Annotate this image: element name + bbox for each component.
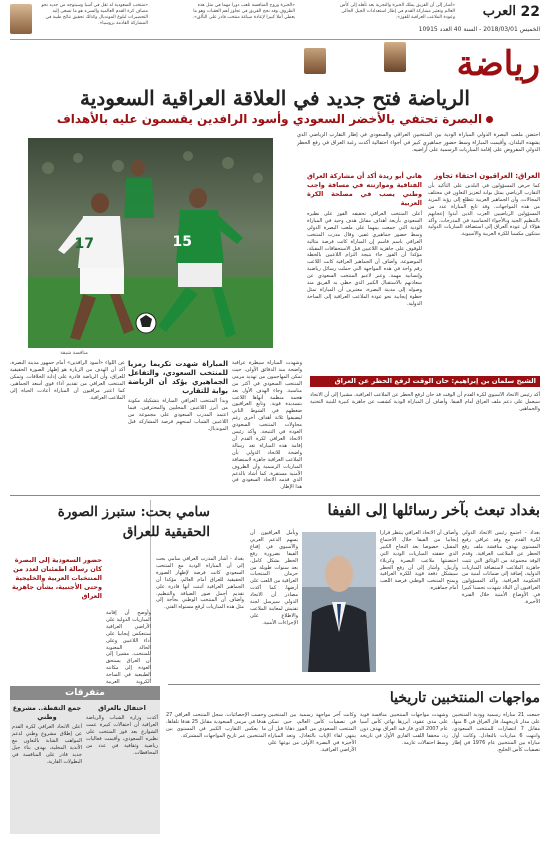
pull-quote: هاني أبو ريدة أكد أن مشاركة العراق الفتاقية وموازنته في مسافة واجب وطني يصب في مصلحة الكرة العربية [307, 172, 422, 207]
writer-avatar-left [10, 4, 32, 34]
main-column-2 [232, 360, 302, 490]
issue-line: الخميس 2018/03/01 - السنة 40 العدد 10915 [418, 26, 540, 33]
section-title: رياضة [456, 44, 540, 84]
page-number: 22 [520, 4, 540, 20]
bottom-col-3 [268, 712, 356, 834]
baghdad-col-3 [250, 530, 298, 665]
divider [168, 684, 540, 685]
sami-col-2 [106, 610, 151, 686]
misc-item-head: جمع التقطة.. مشروع وطني [12, 704, 82, 721]
main-column-4 [307, 172, 422, 372]
main-headline: الرياضة فتح جديد في العلاقة العراقية السعودية [80, 86, 470, 110]
photo-caption: منافسة شيقة [60, 350, 88, 356]
section-bar: الشيخ سلمان بن إبراهيم: حان الوقت لرفع الحظر عن العراق [310, 376, 540, 387]
football-players-image [28, 138, 273, 348]
baghdad-headline: بغداد تبعث بآخر رسائلها إلى الفيفا [327, 501, 540, 519]
column-text: وأضاف أن الاتحاد العراقي ينتظر قرارا إيجابيا من الفيفا خلال الاجتماع المقبل، خصوصا بعد النجاح الكبير الذي حققته المباريات الودية التي احتضنتها ملاعب البصرة وكربلاء وأربيل. وأشار إلى أن رفع الحظر سيشكل دفعة قوية للكرة العراقية ويمنح المنتخب الوطني فرصة اللعب أمام جماهيره. [379, 530, 458, 592]
infantino-photo [302, 532, 376, 672]
bottom-col-1 [452, 712, 540, 834]
sami-headline: سامي بحت: ستبرز الصورة الحقيقية للعراق [57, 504, 210, 540]
misc-box-title: متفرقات [10, 686, 160, 700]
column-text: وكانت آخر مواجهة رسمية بين المنتخبين في تصفيات كأس العالم، حين تمكن المنتخب السعودي من الفوز ذهابا قبل أن ينتهي لقاء الإياب بالتعادل. وتعد المباراة الأخيرة في البصرة الأولى من نوعها على الأراضي العراقية. [268, 712, 356, 753]
header-quote-right: «أشار إلى أن الفريق يملك الخبرة والتجربة بعد تأهله إلى كأس العالم وتعتبر مشاركة القدم في إطار استعدادات الجيل الحالي وعودة الملاعب العراقية للفوز». [339, 3, 455, 20]
column-text: بغداد - اجتمع رئيس الاتحاد الدولي لكرة القدم مع وفد عراقي رفيع المستوى بهدف مناقشة ملف رفع الحظر عن الملاعب العراقية. وقدم الوفد مجموعة من الوثائق التي تثبت جاهزية الملاعب لاستضافة المباريات الدولية، إضافة إلى ضمانات أمنية من الحكومة العراقية. وأكد المسؤولون العراقيون أن البلاد شهدت تحسنا كبيرا في الأوضاع الأمنية خلال الفترة الأخيرة. [462, 530, 540, 606]
writer-avatar-right [304, 48, 326, 74]
header-quote-left: «منتخب السعودية له ثقل في آسيا وسيتوجه من جديد نحو مصاف كرة القدم العالمية والسيء هو ما تسعى إليه التحضيرات لبلوغ المونديال وكذلك تحقيق نتائج طيبة في المشاركة القادمة بروسيا». [41, 3, 148, 26]
column-text: ويأمل العراقيون أن يسهم الدعم العربي والآسيوي في إقناع الفيفا بضرورة رفع الحظر بشكل كامل، بعد سنوات طويلة من حرمان المنتخبات العراقية من اللعب على أرضها. كما أكدت مصادر أن الاتحاد الدولي سيرسل لجنة تفتيش لمعاينة الملاعب والاطلاع على الإجراءات الأمنية. [249, 530, 298, 626]
column-text: وشهدت مواجهات المنتخبين منافسة قوية على مدى عقود، أبرزها نهائي كأس آسيا عام 2007 الذي فاز فيه العراق بهدف دون رد، محققا اللقب القاري الأول في تاريخه وسط احتفالات عارمة. [360, 712, 448, 746]
main-intro: احتضن ملعب البصرة الدولي المباراة الودية بين المنتخبين العراقي والسعودي في إطار التقارب الرياضي الذي يشهده البلدان، وأقيمت المباراة وسط حضور جماهيري كبير في أجواء احتفالية أكدت رغبة العراق في رفع الحظر الدولي المفروض على إقامة المباريات الرسمية على أراضيه. [297, 132, 540, 153]
sami-col-1 [156, 556, 244, 681]
official-portrait-image [302, 532, 376, 672]
baghdad-col-2 [380, 530, 458, 665]
column-subhead: العراق: العراقيون احتفاء تجاوز [434, 172, 540, 180]
match-photo [28, 138, 273, 348]
column-text: وشهدت المباراة سيطرة عراقية واضحة منذ الدقائق الأولى، حيث تمكن المهاجمون من تهديد مرمى المنتخب السعودي في أكثر من مناسبة. وجاء الهدف الأول بعد هجمة منظمة أنهاها اللاعب بتسديدة قوية. وتابع العراقيون ضغطهم في الشوط الثاني ليضيفوا ثلاثة أهداف أخرى رغم محاولات المنتخب السعودي العودة في النتيجة. وأكد رئيس الاتحاد العراقي لكرة القدم أن إقامة هذه المباراة تعد رسالة واضحة للاتحاد الدولي بأن الملاعب العراقية جاهزة لاستضافة المباريات الرسمية وأن الظروف الأمنية مستقرة. كما أشاد بالدعم الذي قدمه الاتحاد السعودي في هذا الإطار. [232, 360, 302, 491]
bottom-headline: مواجهات المنتخبين تاريخيا [389, 690, 540, 706]
column-text: أعلن المنتخب العراقي تحقيقه الفوز على نظيره السعودي بأربعة أهداف مقابل هدف وحيد في المباراة الودية التي جمعت بينهما على ملعب البصرة الدولي وسط حضور جماهيري غفير. وقال مدرب المنتخب العراقي باسم قاسم إن المباراة كانت فرصة مثالية للوقوف على جاهزية اللاعبين قبل الاستحقاقات المقبلة، مؤكدا أن الفوز جاء نتيجة التزام اللاعبين بالخطة الموضوعة. وأضاف أن الجماهير العراقية كانت اللاعب رقم واحد في هذه المواجهة التي حملت رسائل رياضية وإنسانية مهمة. وعبر لاعبو المنتخب السعودي عن سعادتهم بالاستقبال الكبير الذي حظي به الفريق منذ وصوله إلى مدينة البصرة، معتبرين أن المباراة تمثل خطوة إيجابية نحو عودة الملاعب العراقية إلى الساحة الدولية. [307, 211, 422, 307]
sami-pull-quote: حضور السعودية إلى البصرة كان رسالة اطمئنان لعدد من المنتخبات العربية والخليجية وحتى الأجنبية، بشأن جاهزية العراق [12, 556, 102, 600]
bottom-col-4 [166, 712, 266, 834]
divider [10, 495, 540, 496]
svg-text:15: 15 [172, 234, 192, 250]
column-text: وأوضح أن إقامة المباريات الدولية على الأراضي العراقية ستنعكس إيجابيا على أداء اللاعبين وعلى الحالة المعنوية للمنتخب، مشيرا إلى أن العراق يستحق العودة إلى مكانته الطبيعية في الساحة الكروية العربية [106, 610, 151, 686]
brand-logo: العرب [482, 4, 516, 19]
main-column-4b [310, 392, 540, 490]
misc-item-text: أكدت وزارة الشباب والرياضة العراقية أن احتفالات كبيرة عمت الشوارع بعد فوز المنتخب على نظيره السعودي، وأقيمت فعاليات رياضية وثقافية في عدد من المحافظات. [86, 715, 158, 756]
column-text: وبدأ المنتخب العراقي المباراة بتشكيلة مكونة من أبرز اللاعبين المحليين والمحترفين، فيما اعتمد المدرب السعودي على مجموعة من اللاعبين الشباب لمنحهم فرصة المشاركة قبل المونديال. [128, 398, 228, 432]
column-text: جمعت 21 مباراة رسمية وودية المنتخبين على مدار تاريخهما، فاز العراق في 8 منها، مقابل 7 انتصارات للمنتخب السعودي، وانتهت 6 مباريات بالتعادل. وكانت أول مباراة بين المنتخبين عام 1976 في إطار تصفيات كأس الخليج. [452, 712, 541, 753]
main-column-5 [428, 172, 540, 372]
misc-item-text: أعلن الاتحاد العراقي لكرة القدم عن إطلاق مشروع وطني لدعم المواهب الشابة بالتعاون مع الأندية المحلية، بهدف بناء جيل جديد قادر على المنافسة في البطولات القارية. [12, 724, 82, 765]
column-text: عن اللواء «أسود الرافدين» أمام جمهور مدينة البصرة، أكد أن الهدف من الزيارة هو إظهار الصورة الحقيقية للعراق، وأن الرياضة قادرة على إذابة الخلافات. وتمكن المنتخب العراقي من تقديم أداء قوي أسعد الجماهير، كما اعتبر مراقبون أن المباراة أعادت الحياة إلى الملاعب العراقية. [10, 360, 125, 401]
column-text: وحسب الإحصائيات، سجل المنتخب العراقي 27 هدفا في مرمى السعودية مقابل 25 هدفا تلقاها، ما يعكس التقارب الكبير في المستوى بين المنتخبين عبر تاريخ المواجهات المشتركة. [166, 712, 266, 739]
column-text: كما حرص المسؤولون في البلدين على التأكيد بأن التقارب الرياضي يمثل بوابة لتعزيز التعاون في مختلف المجالات، وأن الجماهير العربية تتطلع إلى رؤية المزيد من هذه المواجهات. وقد تابع المباراة عدد من المسؤولين الرياضيين العرب الذين أبدوا إعجابهم بالتنظيم الجيد وبالأجواء الحماسية في المدرجات. وأكد هؤلاء أن عودة العراق إلى استضافة المباريات الدولية ستكون مكسبا للكرة العربية والآسيوية. [428, 183, 540, 238]
subhead-text: البصرة تحتفي بالأخضر السعودي وأسود الرافدين يقسمون عليه بالأهداف [56, 112, 483, 126]
writer-avatar-mid [384, 42, 406, 72]
header-quote-mid: «الخبرة وروح المنافسة تلعب دورا مهما في مثل هذه الظروف وقد نجح الفريق في تجاوز أهم العقبات وهو ما يعطي أملا كبيرا لإعادة صياغة منتخب قادر على التألق». [192, 3, 295, 20]
misc-item-1 [86, 704, 158, 832]
misc-item-head: احتفال بالعراق [98, 704, 146, 712]
main-column-1 [10, 360, 125, 490]
svg-text:17: 17 [74, 236, 94, 252]
baghdad-col-1 [462, 530, 540, 665]
bullet-icon [486, 116, 493, 123]
main-column-3 [128, 360, 228, 490]
column-text: أكد رئيس الاتحاد الآسيوي لكرة القدم أن الوقت قد حان لرفع الحظر عن الملاعب العراقية، مشيرا إلى أن الاتحاد سيعمل على دعم ملف العراق أمام الفيفا. وأضاف أن المباراة الودية كشفت عن جاهزية كبيرة للبنية التحتية والجماهير. [310, 392, 540, 412]
column-text: بغداد - أشار المدرب العراقي سامي بحت إلى أن المباراة الودية مع المنتخب السعودي كانت فرصة لإظهار الصورة الحقيقية للعراق أمام العالم، مؤكدا أن الجماهير العراقية أثبتت أنها قادرة على تقديم أجمل صور الضيافة والتنظيم. وأضاف أن المنتخب الوطني بحاجة إلى مثل هذه المباريات لرفع مستواه الفني. [156, 556, 244, 611]
column-subhead: المباراة شهدت تكريما رمزيا للمنتخب السعودي، والتفاعل الجماهيري يؤكد أن الرياضة بوابة للتقارب [128, 360, 228, 395]
bottom-col-2 [360, 712, 448, 834]
misc-item-2 [12, 704, 82, 832]
main-subhead [10, 112, 540, 126]
